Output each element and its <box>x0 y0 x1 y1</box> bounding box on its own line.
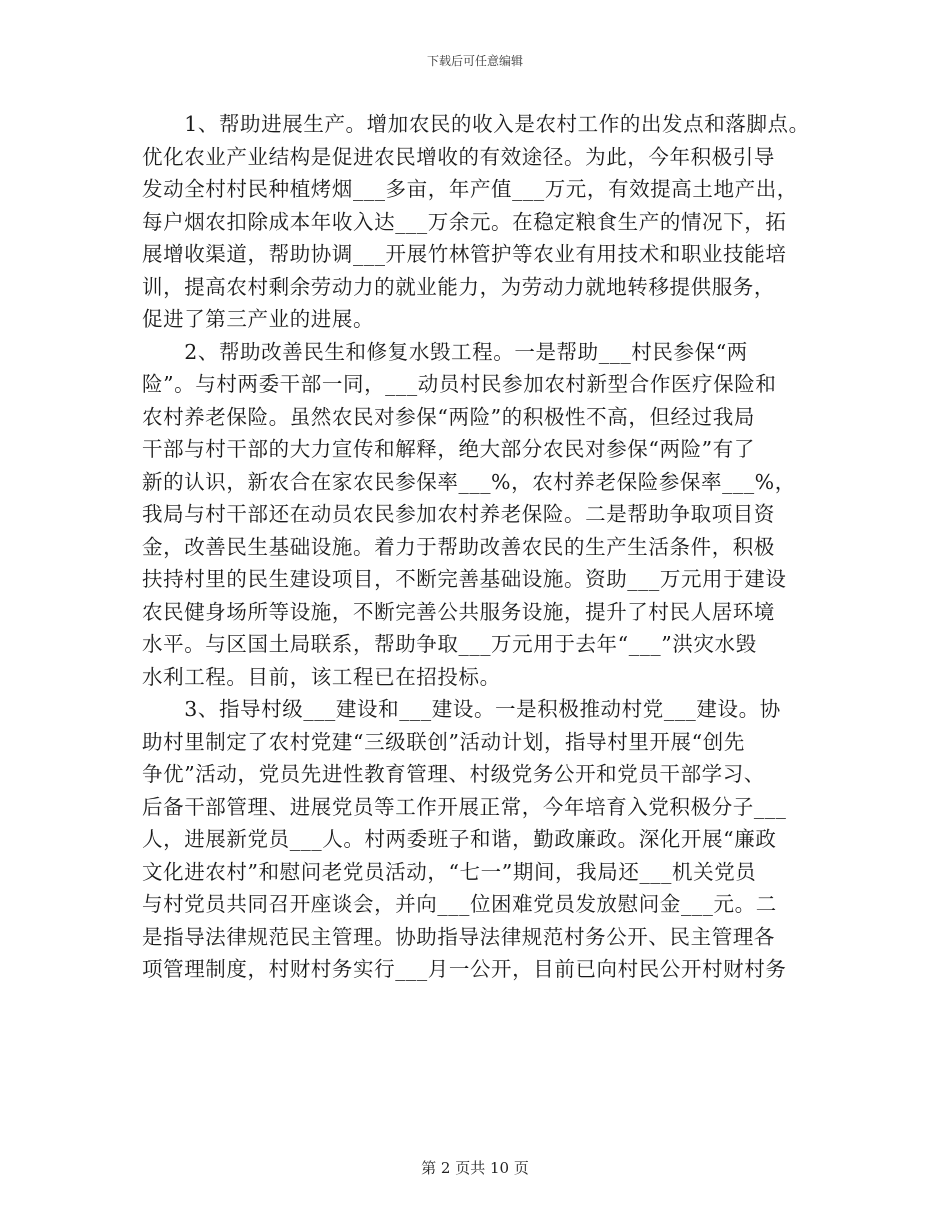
text-line: 发动全村村民种植烤烟___多亩，年产值___万元，有效提高土地产出， <box>142 177 798 201</box>
paragraph-2 <box>142 336 810 694</box>
text-line: 干部与村干部的大力宣传和解释，绝大部分农民对参保“两险”有了 <box>142 437 755 461</box>
text-line: 优化农业产业结构是促进农民增收的有效途径。为此，今年积极引导 <box>142 144 775 169</box>
text-line: 我局与村干部还在动员农民参加农村养老保险。二是帮助争取项目资 <box>142 502 775 526</box>
text-line: 3、指导村级___建设和___建设。一是积极推动村党___建设。协 <box>142 697 781 721</box>
paragraph-1 <box>142 108 810 336</box>
text-line: 展增收渠道，帮助协调___开展竹林管护等农业有用技术和职业技能培 <box>142 242 787 266</box>
page-number: 第 2 页共 10 页 <box>421 1159 529 1177</box>
text-line: 是指导法律规范民主管理。协助指导法律规范村务公开、民主管理各 <box>142 924 775 949</box>
text-line: 扶持村里的民生建设项目，不断完善基础设施。资助___万元用于建设 <box>142 567 787 591</box>
text-line: 助村里制定了农村党建“三级联创”活动计划，指导村里开展“创先 <box>142 729 745 754</box>
text-line: 水利工程。目前，该工程已在招投标。 <box>142 664 501 689</box>
text-line: 农村养老保险。虽然农民对参保“两险”的积极性不高，但经过我局 <box>142 404 755 429</box>
text-line: 与村党员共同召开座谈会，并向___位困难党员发放慰问金___元。二 <box>142 892 777 916</box>
text-line: 每户烟农扣除成本年收入达___万余元。在稳定粮食生产的情况下，拓 <box>142 209 787 234</box>
text-line: 促进了第三产业的进展。 <box>142 307 375 331</box>
text-line: 项管理制度，村财村务实行___月一公开，目前已向村民公开村财村务 <box>142 957 787 981</box>
text-line: 2、帮助改善民生和修复水毁工程。一是帮助___村民参保“两 <box>142 339 748 364</box>
text-line: 人，进展新党员___人。村两委班子和谐，勤政廉政。深化开展“廉政 <box>142 827 777 851</box>
text-line: 后备干部管理、进展党员等工作开展正常，今年培育入党积极分子___ <box>142 794 787 819</box>
text-line: 金，改善民生基础设施。着力于帮助改善农民的生产生活条件，积极 <box>142 534 775 559</box>
text-line: 争优”活动，党员先进性教育管理、村级党务公开和党员干部学习、 <box>142 762 765 786</box>
page-header: 下载后可任意编辑 <box>426 54 523 68</box>
text-line: 文化进农村”和慰问老党员活动，“七一”期间，我局还___机关党员 <box>142 859 757 884</box>
text-line: 险”。与村两委干部一同，___动员村民参加农村新型合作医疗保险和 <box>142 372 777 396</box>
document-body <box>142 108 810 986</box>
text-line: 水平。与区国土局联系，帮助争取___万元用于去年“___”洪灾水毁 <box>142 632 757 656</box>
paragraph-3 <box>142 693 810 986</box>
text-line: 农民健身场所等设施，不断完善公共服务设施，提升了村民人居环境 <box>142 599 775 624</box>
text-line: 1、帮助进展生产。增加农民的收入是农村工作的出发点和落脚点。 <box>142 112 810 136</box>
text-line: 训，提高农村剩余劳动力的就业能力，为劳动力就地转移提供服务， <box>142 274 775 299</box>
text-line: 新的认识，新农合在家农民参保率___%，农村养老保险参保率___%， <box>142 469 796 494</box>
